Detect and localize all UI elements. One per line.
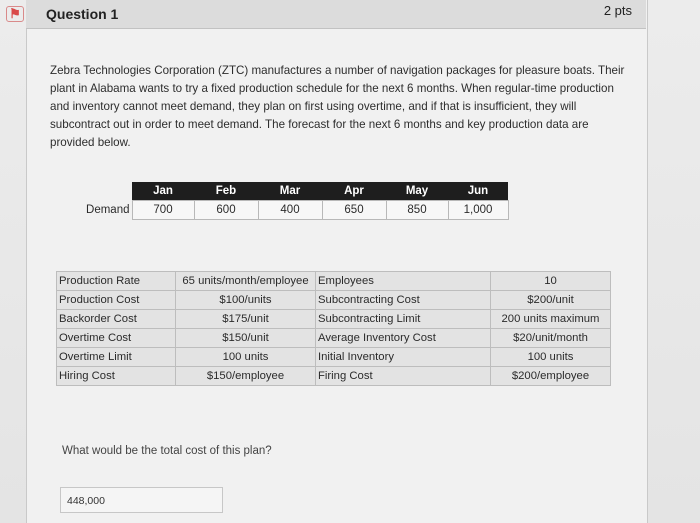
param-label: Production Rate bbox=[57, 272, 176, 291]
param-value: 100 units bbox=[491, 348, 611, 367]
table-row bbox=[86, 201, 508, 220]
demand-table bbox=[86, 182, 509, 220]
demand-cell: 400 bbox=[258, 201, 322, 220]
month-header: Jan bbox=[132, 182, 194, 201]
table-row bbox=[57, 348, 611, 367]
table-row bbox=[57, 291, 611, 310]
month-header: May bbox=[386, 182, 448, 201]
flag-icon[interactable]: ⚑ bbox=[6, 6, 24, 22]
table-row bbox=[57, 272, 611, 291]
param-label: Overtime Cost bbox=[57, 329, 176, 348]
month-header: Mar bbox=[258, 182, 322, 201]
demand-row-label: Demand bbox=[86, 204, 130, 216]
table-row bbox=[57, 367, 611, 386]
production-data-table bbox=[56, 271, 611, 386]
param-label: Backorder Cost bbox=[57, 310, 176, 329]
param-label: Average Inventory Cost bbox=[316, 329, 491, 348]
param-value: 200 units maximum bbox=[491, 310, 611, 329]
month-header: Apr bbox=[322, 182, 386, 201]
param-label: Firing Cost bbox=[316, 367, 491, 386]
demand-cell: 600 bbox=[194, 201, 258, 220]
param-label: Employees bbox=[316, 272, 491, 291]
question-prompt: What would be the total cost of this plan? bbox=[62, 445, 272, 457]
param-label: Hiring Cost bbox=[57, 367, 176, 386]
param-value: $200/employee bbox=[491, 367, 611, 386]
param-label: Overtime Limit bbox=[57, 348, 176, 367]
param-value: $150/employee bbox=[176, 367, 316, 386]
param-label: Subcontracting Cost bbox=[316, 291, 491, 310]
param-value: 65 units/month/employee bbox=[176, 272, 316, 291]
param-label: Production Cost bbox=[57, 291, 176, 310]
question-header bbox=[26, 0, 646, 29]
param-value: $20/unit/month bbox=[491, 329, 611, 348]
param-value: 10 bbox=[491, 272, 611, 291]
answer-input[interactable]: 448,000 bbox=[60, 487, 223, 513]
table-row bbox=[57, 329, 611, 348]
question-title: Question 1 bbox=[46, 6, 119, 22]
month-header: Jun bbox=[448, 182, 508, 201]
question-text: Zebra Technologies Corporation (ZTC) manufactures a number of navigation packages for pleasure boats. Their plant in Alabama wants to try a fixed production schedule for the next 6 months. When regular-time production and inventory cannot meet demand, they plan on first using overtime, and if that is insufficient, they will subcontract out in order to meet demand. The forecast for the next 6 months and key production data are provided below. bbox=[50, 64, 625, 149]
points-label: 2 pts bbox=[603, 3, 632, 18]
demand-cell: 700 bbox=[132, 201, 194, 220]
param-value: $150/unit bbox=[176, 329, 316, 348]
param-value: $200/unit bbox=[491, 291, 611, 310]
month-header: Feb bbox=[194, 182, 258, 201]
param-value: $175/unit bbox=[176, 310, 316, 329]
param-label: Subcontracting Limit bbox=[316, 310, 491, 329]
param-label: Initial Inventory bbox=[316, 348, 491, 367]
demand-cell: 650 bbox=[322, 201, 386, 220]
param-value: $100/units bbox=[176, 291, 316, 310]
param-value: 100 units bbox=[176, 348, 316, 367]
table-row bbox=[57, 310, 611, 329]
demand-cell: 1,000 bbox=[448, 201, 508, 220]
demand-cell: 850 bbox=[386, 201, 448, 220]
